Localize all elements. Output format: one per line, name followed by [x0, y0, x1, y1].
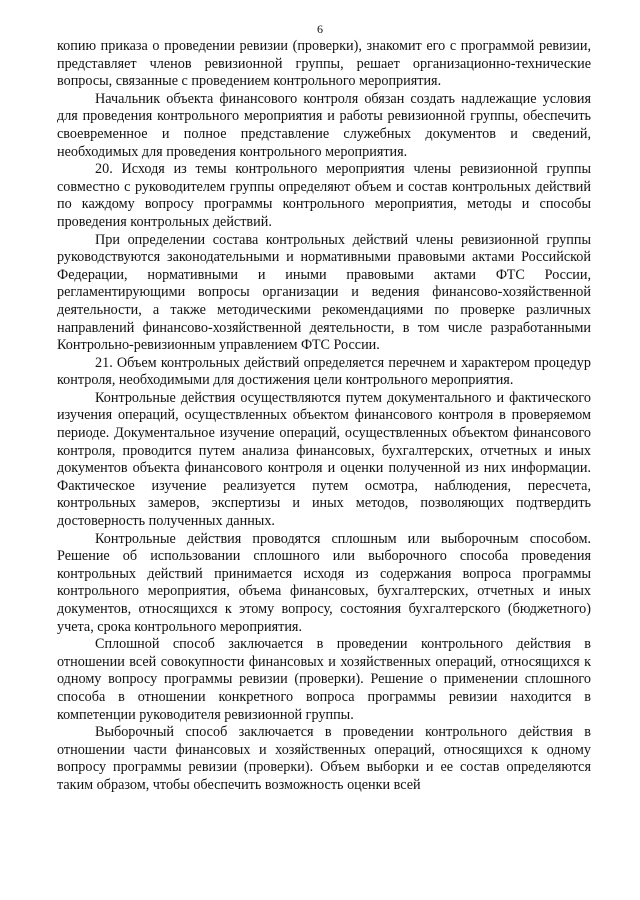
paragraph: Контрольные действия проводятся сплошным или выборочным способом. Решение об использовании сплошного или выборочного способа проведения контрольных действий принимается исходя из содержания вопроса программы контрольного мероприятия, объема финансовых, бухгалтерских, отчетных и иных документов, относящихся к этому вопросу, состояния бухгалтерского (бюджетного) учета, срока контрольного мероприятия.: [57, 530, 591, 635]
paragraph: Начальник объекта финансового контроля обязан создать надлежащие условия для проведения контрольного мероприятия и работы ревизионной группы, обеспечить своевременное и полное представление служебных документов и сведений, необходимых для проведения контрольного мероприятия.: [57, 90, 591, 160]
paragraph: Сплошной способ заключается в проведении контрольного действия в отношении всей совокупности финансовых и хозяйственных операций, относящихся к одному вопросу программы ревизии (проверки). Решение о применении сплошного способа в отношении конкретного вопроса программы ревизии находится в компетенции руководителя ревизионной группы.: [57, 636, 591, 723]
paragraph-clause-20: 20. Исходя из темы контрольного мероприятия члены ревизионной группы совместно с руководителем группы определяют объем и состав контрольных действий по каждому вопросу программы контрольного мероприятия, методы и способы проведения контрольных действий.: [57, 161, 591, 230]
paragraph-continuation: копию приказа о проведении ревизии (проверки), знакомит его с программой ревизии, представляет членов ревизионной группы, решает организационно-технические вопросы, связанные с проведением контрольного мероприятия.: [57, 38, 591, 90]
paragraph-clause-21: 21. Объем контрольных действий определяется перечнем и характером процедур контроля, необходимыми для достижения цели контрольного мероприятия.: [57, 354, 591, 389]
paragraph: Контрольные действия осуществляются путем документального и фактического изучения операций, осуществленных объектом финансового контроля в проверяемом периоде. Документальное изучение операций, осуществленных объектом финансового контроля, проводится путем анализа финансовых, бухгалтерских, отчетных и иных документов объекта финансового контроля и оценки полученной из них информации. Фактическое изучение реализуется путем осмотра, наблюдения, пересчета, контрольных замеров, экспертизы и иных методов, позволяющих подтвердить достоверность полученных данных.: [57, 389, 591, 530]
document-body: [57, 38, 591, 795]
page-number: 6: [317, 22, 323, 36]
paragraph: При определении состава контрольных действий члены ревизионной группы руководствуются законодательными и нормативными правовыми актами Российской Федерации, нормативными и иными правовыми актами ФТС России, регламентирующими вопросы организации и ведения финансово-хозяйственной деятельности, а также методическими рекомендациями по проверке различных направлений финансово-хозяйственной деятельности, в том числе разработанными Контрольно-ревизионным управлением ФТС России.: [57, 231, 591, 354]
paragraph: Выборочный способ заключается в проведении контрольного действия в отношении части финансовых и хозяйственных операций, относящихся к одному вопросу программы ревизии (проверки). Объем выборки и ее состав определяются таким образом, чтобы обеспечить возможность оценки всей: [57, 724, 591, 793]
